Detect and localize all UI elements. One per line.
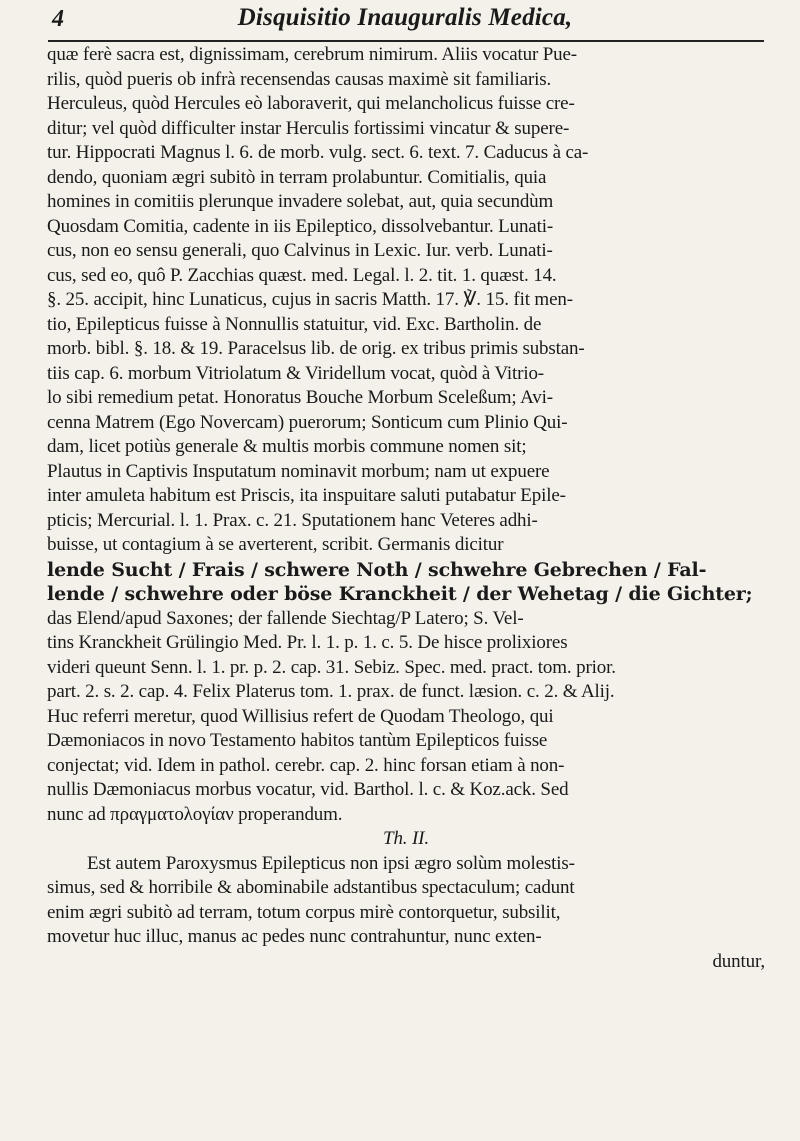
text-line: rilis, quòd pueris ob infrà recensendas causas maximè sit familiaris. [47, 68, 552, 90]
text-line: Plautus in Captivis Insputatum nominavit morbum; nam ut expuere [47, 460, 550, 482]
text-line: nullis Dæmoniacus morbus vocatur, vid. Barthol. l. c. & Koz.ack. Sed [47, 779, 569, 800]
running-title: Disquisitio Inauguralis Medica, [237, 4, 573, 31]
text-line: simus, sed & horribile & abominabile adstantibus spectaculum; cadunt [47, 877, 575, 898]
catchword: duntur, [712, 950, 765, 972]
text-line: conjectat; vid. Idem in pathol. cerebr. cap. 2. hinc forsan etiam à non- [47, 754, 565, 776]
page-number: 4 [52, 6, 64, 32]
text-line: Est autem Paroxysmus Epilepticus non ipsi ægro solùm molestis- [87, 852, 575, 874]
body-text [47, 43, 765, 974]
text-line: tiis cap. 6. morbum Vitriolatum & Viridellum vocat, quòd à Vitrio- [47, 362, 544, 384]
german-text-line: lende Sucht / Frais / schwere Noth / schwehre Gebrechen / Fal- [47, 558, 707, 581]
text-line: tins Kranckheit Grülingio Med. Pr. l. 1. p. 1. c. 5. De hisce prolixiores [47, 632, 568, 653]
text-line: cus, non eo sensu generali, quo Calvinus in Lexic. Iur. verb. Lunati- [47, 240, 553, 261]
text-line: homines in comitiis plerunque invadere solebat, aut, quia secundùm [47, 191, 554, 212]
text-line: tur. Hippocrati Magnus l. 6. de morb. vulg. sect. 6. text. 7. Caducus à ca- [47, 142, 589, 163]
text-line: quæ ferè sacra est, dignissimam, cerebrum nimirum. Aliis vocatur Pue- [47, 44, 577, 65]
text-line: morb. bibl. §. 18. & 19. Paracelsus lib. de orig. ex tribus primis substan- [47, 338, 585, 359]
text-line: Dæmoniacos in novo Testamento habitos tantùm Epilepticos fuisse [47, 730, 548, 751]
text-line: part. 2. s. 2. cap. 4. Felix Platerus tom. 1. prax. de funct. læsion. c. 2. & Alij. [47, 681, 615, 702]
text-line: pticis; Mercurial. l. 1. Prax. c. 21. Sputationem hanc Veteres adhi- [47, 509, 538, 531]
text-line: videri queunt Senn. l. 1. pr. p. 2. cap. 31. Sebiz. Spec. med. pract. tom. prior. [47, 656, 616, 678]
text-line: Herculeus, quòd Hercules eò laboraverit, qui melancholicus fuisse cre- [47, 93, 575, 114]
text-line: §. 25. accipit, hinc Lunaticus, cujus in sacris Matth. 17. ℣. 15. fit men- [47, 289, 573, 310]
text-line: cenna Matrem (Ego Novercam) puerorum; Sonticum cum Plinio Qui- [47, 411, 568, 433]
text-line: Huc referri meretur, quod Willisius refert de Quodam Theologo, qui [47, 705, 554, 727]
text-line: nunc ad πραγματολογίαν properandum. [47, 803, 343, 825]
text-line: das Elend/apud Saxones; der fallende Siechtag/P Latero; S. Vel- [47, 607, 524, 629]
text-line: lo sibi remedium petat. Honoratus Bouche Morbum Sceleßum; Avi- [47, 387, 553, 408]
text-line: enim ægri subitò ad terram, totum corpus mirè contorquetur, subsilit, [47, 901, 561, 923]
paragraph-1 [47, 43, 765, 827]
german-text-line: lende / schwehre oder böse Kranckheit / der Wehetag / die Gichter; [47, 583, 753, 605]
text-line: ditur; vel quòd difficulter instar Herculis fortissimi vincatur & supere- [47, 117, 570, 139]
section-heading: Th. II. [383, 828, 429, 849]
text-line: cus, sed eo, quô P. Zacchias quæst. med. Legal. l. 2. tit. 1. quæst. 14. [47, 264, 557, 286]
text-line: tio, Epilepticus fuisse à Nonnullis statuitur, vid. Exc. Bartholin. de [47, 313, 542, 335]
text-line: Quosdam Comitia, cadente in iis Epileptico, dissolvebantur. Lunati- [47, 215, 554, 237]
text-line: dam, licet potiùs generale & multis morbis commune nomen sit; [47, 436, 527, 457]
text-line: movetur huc illuc, manus ac pedes nunc contrahuntur, nunc exten- [47, 926, 542, 947]
text-line: buisse, ut contagium à se averterent, scribit. Germanis dicitur [47, 534, 504, 555]
text-line: inter amuleta habitum est Priscis, ita inspuitare saluti putabatur Epile- [47, 485, 566, 506]
text-line: dendo, quoniam ægri subitò in terram prolabuntur. Comitialis, quia [47, 166, 547, 188]
paragraph-2 [47, 852, 765, 950]
page-header [40, 4, 770, 32]
header-rule [48, 40, 764, 42]
